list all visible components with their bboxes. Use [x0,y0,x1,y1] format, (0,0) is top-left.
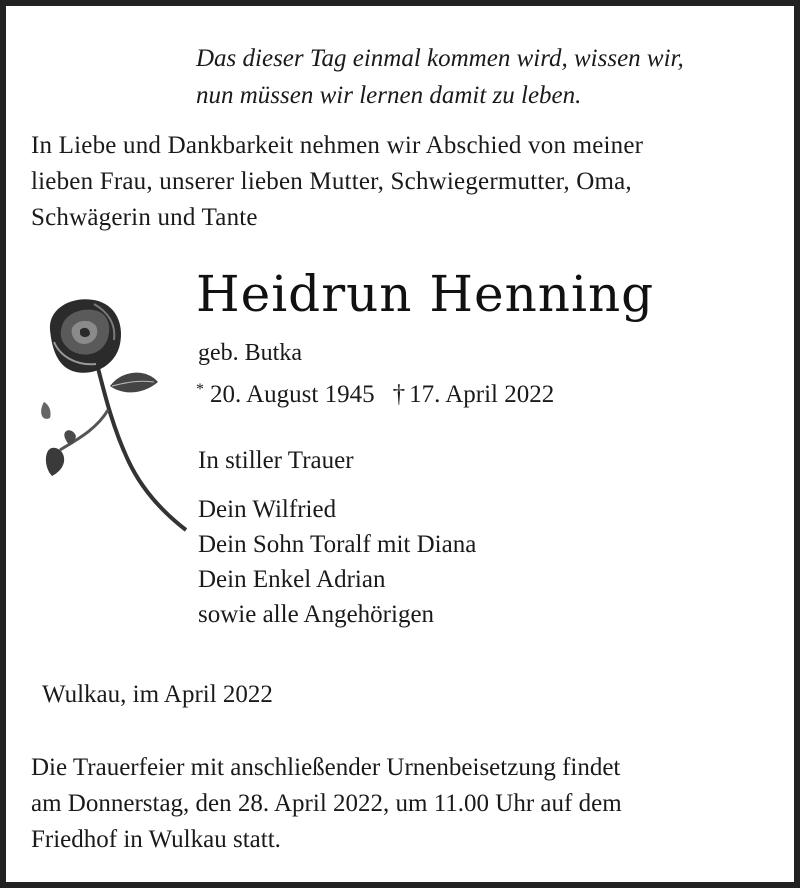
mourner-name: sowie alle Angehörigen [198,601,435,628]
quote-line: nun müssen wir lernen damit zu leben. [196,82,582,109]
life-dates [196,381,554,409]
mourner-name: Dein Sohn Toralf mit Diana [198,531,477,558]
birth-symbol: * [196,381,204,398]
death-date: 17. April 2022 [409,381,555,408]
opening-quote [196,40,684,114]
mourner-name: Dein Wilfried [198,496,337,523]
place-date: Wulkau, im April 2022 [42,681,273,708]
mourning-heading: In stiller Trauer [198,447,354,474]
funeral-line: Die Trauerfeier mit anschließender Urnenbeisetzung findet [31,754,621,781]
intro-line: In Liebe und Dankbarkeit nehmen wir Abschied von meiner [31,132,644,159]
rose-icon [36,290,196,540]
birth-name: geb. Butka [198,340,302,366]
death-symbol: † [392,381,406,408]
mourners-list [198,492,476,632]
funeral-line: am Donnerstag, den 28. April 2022, um 11.00 Uhr auf dem [31,790,622,817]
quote-line: Das dieser Tag einmal kommen wird, wissen wir, [196,45,684,72]
intro-line: Schwägerin und Tante [31,204,258,231]
intro-line: lieben Frau, unserer lieben Mutter, Schwiegermutter, Oma, [31,168,632,195]
deceased-name: Heidrun Henning [196,265,655,323]
funeral-details [31,750,622,858]
mourner-name: Dein Enkel Adrian [198,566,386,593]
funeral-line: Friedhof in Wulkau statt. [31,826,281,853]
birth-date: 20. August 1945 [210,381,375,408]
intro-text [31,128,643,236]
